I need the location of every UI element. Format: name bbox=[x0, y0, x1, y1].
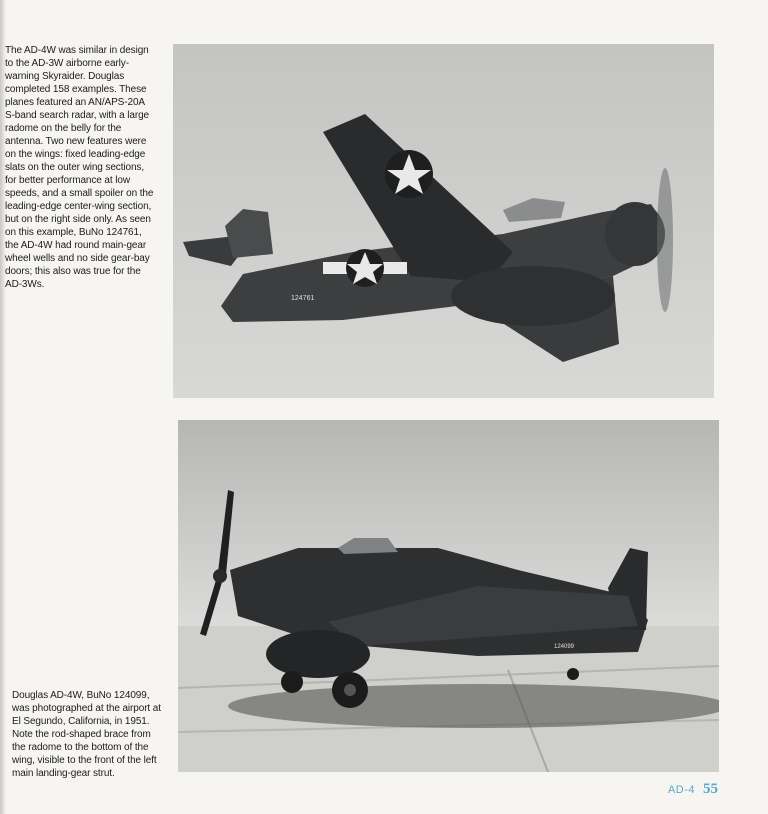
running-section-title: AD-4 bbox=[667, 784, 695, 796]
page-footer bbox=[668, 780, 718, 798]
top-caption: The AD-4W was similar in design to the AD-3W airborne early-warning Skyraider. Douglas completed 158 examples. These planes featured an AN/APS-20A S-band search radar, with a large radome on the belly for the antenna. Two new features were on the wings: fixed leading-edge slats on the outer wing sections, for better performance at low speeds, and a small spoiler on the leading-edge center-wing section, but on the right side only. As seen on this example, BuNo 124761, the AD-4W had round main-gear wheel wells and no side gear-bay doors; this also was true for the AD-3Ws. bbox=[5, 45, 154, 290]
top-aircraft-bureau-number: 124761 bbox=[291, 295, 315, 302]
aircraft-in-flight-image bbox=[173, 44, 714, 398]
page-number: 55 bbox=[703, 781, 718, 797]
top-photo-ad4w-in-flight bbox=[173, 44, 714, 398]
bottom-aircraft-bureau-number: 124099 bbox=[554, 644, 575, 650]
bottom-photo-ad4w-on-ground bbox=[178, 420, 719, 772]
bottom-caption: Douglas AD-4W, BuNo 124099, was photographed at the airport at El Segundo, California, in 1951. Note the rod-shaped brace from the radome to the bottom of the wing, visible to the front of the left main landing-gear strut. bbox=[12, 690, 161, 779]
aircraft-on-ground-image bbox=[178, 420, 719, 772]
